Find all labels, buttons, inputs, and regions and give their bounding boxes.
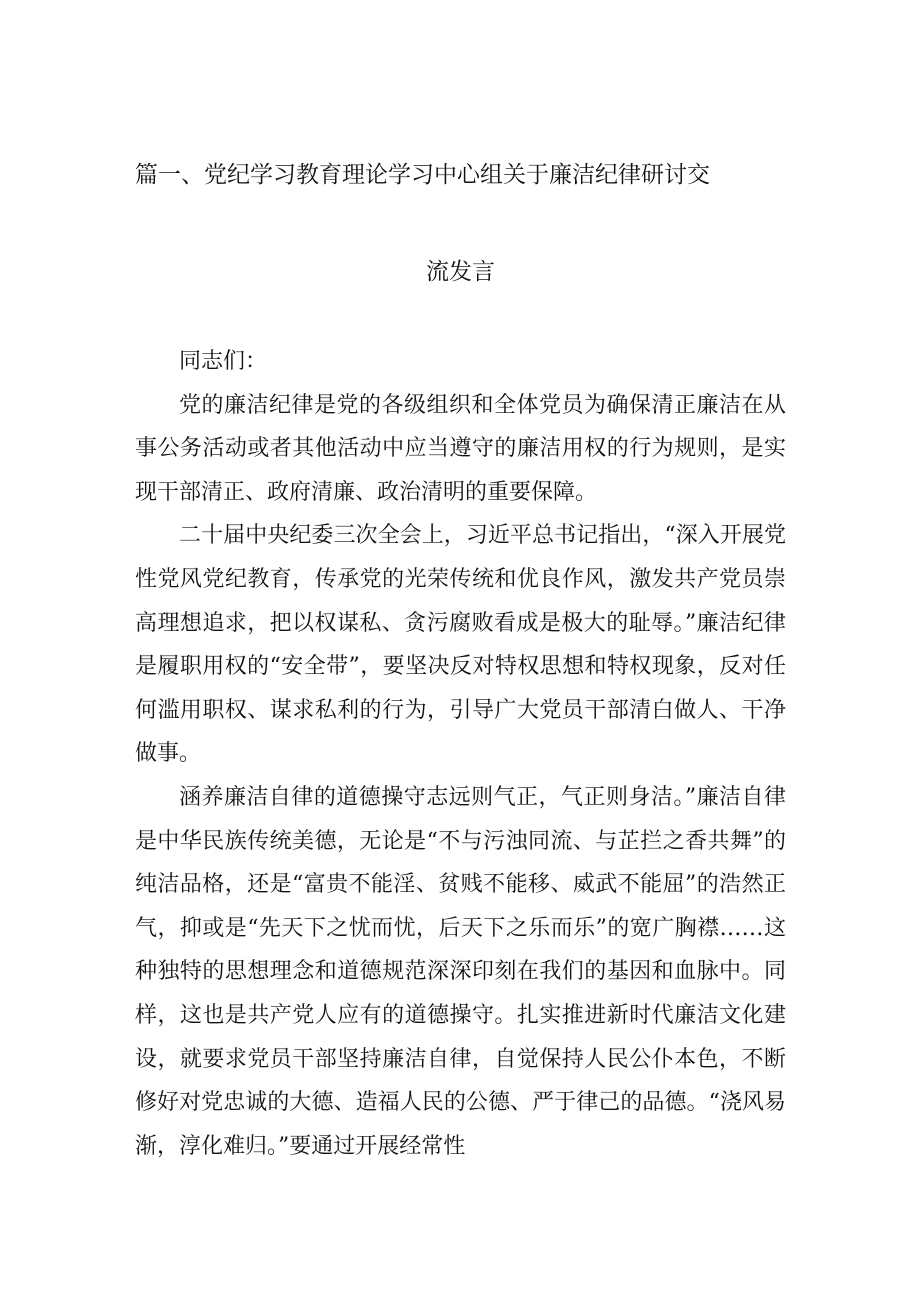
body-paragraph-3: 涵养廉洁自律的道德操守志远则气正，气正则身洁。”廉洁自律是中华民族传统美德，无论是“不与污浊同流、与芷拦之香共舞”的纯洁品格，还是“富贵不能淫、贫贱不能移、威武不能屈”的浩然正气，抑或是“先天下之忧而忧，后天下之乐而乐”的宽广胸襟……这种独特的思想理念和道德规范深深印刻在我们的基因和血脉中。同样，这也是共产党人应有的道德操守。扎实推进新时代廉洁文化建设，就要求党员干部坚持廉洁自律，自觉保持人民公仆本色，不断修好对党忠诚的大德、造福人民的公德、严于律己的品德。“浇风易渐，淳化难归。”要通过开展经常性	[135, 784, 786, 1159]
document-title-line-1: 篇一、党纪学习教育理论学习中心组关于廉洁纪律研讨交	[135, 162, 710, 188]
document-body	[135, 340, 786, 1168]
salutation: 同志们：	[179, 349, 268, 374]
document-title-line-2: 流发言	[426, 259, 495, 285]
body-paragraph-2: 二十届中央纪委三次全会上，习近平总书记指出，“深入开展党性党风党纪教育，传承党的光荣传统和优良作风，激发共产党员崇高理想追求，把以权谋私、贪污腐败看成是极大的耻辱。”廉洁纪律是履职用权的“安全带”，要坚决反对特权思想和特权现象，反对任何滥用职权、谋求私利的行为，引导广大党员干部清白做人、干净做事。	[135, 523, 786, 767]
body-paragraph-1: 党的廉洁纪律是党的各级组织和全体党员为确保清正廉洁在从事公务活动或者其他活动中应当遵守的廉洁用权的行为规则，是实现干部清正、政府清廉、政治清明的重要保障。	[135, 392, 786, 505]
